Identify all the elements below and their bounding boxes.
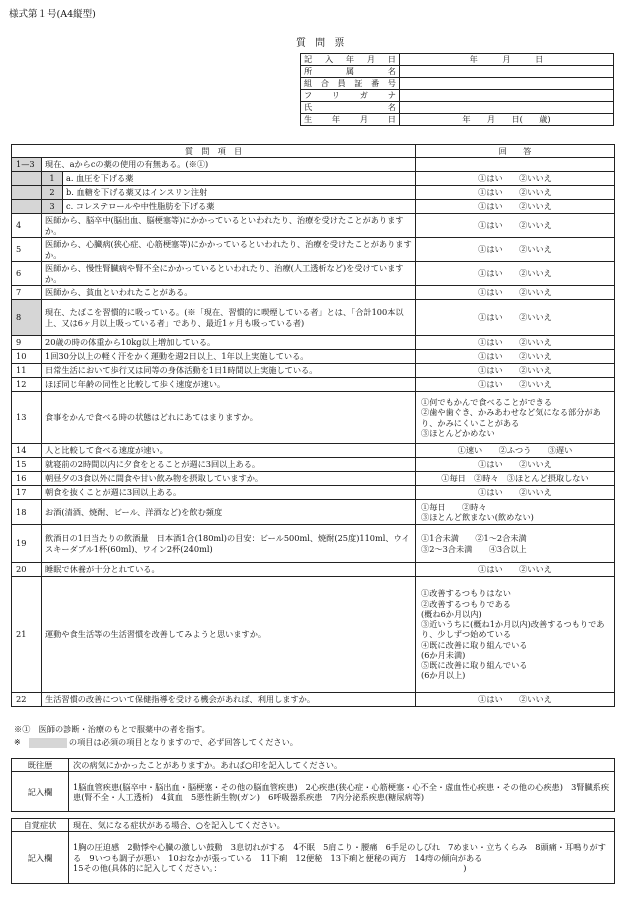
name-field[interactable] [400,102,614,114]
answer-options[interactable]: ①はい ②いいえ [416,214,615,238]
question-text: 医師から、脳卒中(脳出血、脳梗塞等)にかかっているといわれたり、治療を受けたことがありますか。 [42,214,416,238]
table-row [12,392,615,444]
answer-option-note: (6か月未満) [421,649,466,660]
header-label: 記入年月日 [301,54,400,66]
note-required-text: の項目は必須の項目となりますので、必ず回答してください。 [68,736,298,747]
answer-option[interactable]: ①改善するつもりはない [421,588,511,599]
required-legend-swatch [29,738,67,748]
header-label: 生年月日 [301,114,400,126]
question-text: 朝昼夕の3食以外に間食や甘い飲み物を摂取していますか。 [42,472,416,486]
answer-options[interactable] [416,577,615,693]
question-text: 医師から、心臓病(狭心症、心筋梗塞等)にかかっているといわれたり、治療を受けたことがありますか。 [42,238,416,262]
header-label: フリガナ [301,90,400,102]
answer-option[interactable]: ③ほとんど飲まない(飲めない) [421,512,534,522]
medical-history-box [11,758,615,812]
symptoms-box [11,818,615,884]
answer-option[interactable]: ②歯や歯ぐき、かみあわせなど気になる部分があり、かみにくいことがある [421,407,601,428]
sub-question-number: 2 [42,186,63,200]
answer-option[interactable]: ③近いうちに(概ね1か月以内)改善するつもりであり、少しずつ始めている [421,619,605,640]
answer-options[interactable]: ①はい ②いいえ [416,364,615,378]
question-number: 8 [12,300,42,336]
question-text: 人と比較して食べる速度が速い。 [42,444,416,458]
question-number: 9 [12,336,42,350]
questionnaire-table [11,144,615,707]
table-row [12,563,615,577]
question-number: 1—3 [12,158,42,172]
answer-options[interactable] [416,500,615,525]
table-row [12,214,615,238]
table-row [12,238,615,262]
question-number: 6 [12,262,42,286]
table-row [12,577,615,693]
history-label: 既往歴 [12,759,69,772]
answer-option[interactable]: ①1合未満 ②1〜2合未満 [421,533,527,544]
table-row [12,350,615,364]
table-row [12,158,615,172]
table-row [12,472,615,486]
answer-option[interactable]: ③ほとんどかめない [421,427,495,438]
table-row [12,286,615,300]
question-text: 朝食を抜くことが週に3回以上ある。 [42,486,416,500]
answer-options[interactable]: ①はい ②いいえ [416,378,615,392]
question-number: 10 [12,350,42,364]
form-id: 様式第１号(A4縦型) [9,9,96,20]
question-number: 13 [12,392,42,444]
answer-option[interactable]: ①何でもかんで食べることができる [421,397,553,407]
table-row [12,364,615,378]
answer-options[interactable]: ①はい ②いいえ [416,336,615,350]
question-number: 15 [12,458,42,472]
answer-options[interactable] [416,392,615,444]
answer-option[interactable]: ④既に改善に取り組んでいる [421,639,528,650]
question-text: 日常生活において歩行又は同等の身体活動を1日1時間以上実施している。 [42,364,416,378]
question-text: c. コレステロールや中性脂肪を下げる薬 [63,200,416,214]
symptoms-label: 自覚症状 [12,819,69,832]
furigana-field[interactable] [400,90,614,102]
header-table [300,53,614,126]
question-number: 12 [12,378,42,392]
column-header-answer: 回 答 [416,145,615,158]
answer-option-note: (概ね6か月以内) [421,608,482,619]
answer-option-note: (6か月以上) [421,670,466,681]
history-entry-field[interactable]: 1脳血管疾患(脳卒中・脳出血・脳梗塞・その他の脳血管疾患) 2心疾患(狭心症・心筋梗塞・心不全・虚血性心疾患・その他の心疾患) 3腎臓系疾患(腎不全・人工透析) 4貧血 5悪性新生物(ガン) 6呼吸器系疾患 7内分泌系疾患(糖尿病等) [69,772,615,812]
note-mark: ※ [14,736,21,747]
table-row [12,336,615,350]
question-text: a. 血圧を下げる薬 [63,172,416,186]
question-number: 18 [12,500,42,525]
question-number: 5 [12,238,42,262]
answer-options[interactable]: ①はい ②いいえ [416,200,615,214]
question-number: 16 [12,472,42,486]
symptoms-list: 1胸の圧迫感 2動悸や心臓の激しい鼓動 3息切れがする 4不眠 5肩こり・腰痛 6手足のしびれ 7めまい・立ちくらみ 8頭痛・耳鳴りがする 9いつも調子が悪い 10おなかが張っている 11下痢 12便秘 13下痢と便秘の両方 14痔の傾向がある [73,842,606,863]
question-number: 17 [12,486,42,500]
birthdate-field[interactable]: 年 月 日( 歳) [400,114,614,126]
question-number: 7 [12,286,42,300]
symptoms-field-label: 記入欄 [12,832,69,884]
question-text: ほぼ同じ年齢の同性と比較して歩く速度が速い。 [42,378,416,392]
answer-option[interactable]: ③2〜3合未満 ④3合以上 [421,543,527,554]
symptoms-other[interactable]: 15その他(具体的に記入してください。： ) [73,862,467,873]
answer-options[interactable]: ①はい ②いいえ [416,238,615,262]
affiliation-field[interactable] [400,66,614,78]
answer-options[interactable] [416,525,615,563]
answer-option[interactable]: ①毎日 ②時々 [421,501,487,512]
question-text: 就寝前の2時間以内に夕食をとることが週に3回以上ある。 [42,458,416,472]
question-text: 睡眠で休養が十分とれている。 [42,563,416,577]
entry-date-field[interactable]: 年 月 日 [400,54,614,66]
question-text: b. 血糖を下げる薬又はインスリン注射 [63,186,416,200]
answer-options[interactable]: ①はい ②いいえ [416,286,615,300]
answer-option[interactable]: ②改善するつもりである [421,598,511,609]
table-header-row [12,145,615,158]
table-row [12,378,615,392]
question-text: お酒(清酒、焼酎、ビール、洋酒など)を飲む頻度 [42,500,416,525]
question-number: 19 [12,525,42,563]
answer-options[interactable]: ①毎日 ②時々 ③ほとんど摂取しない [416,472,615,486]
header-label: 氏名 [301,102,400,114]
table-row [12,200,615,214]
table-row [12,486,615,500]
answer-options[interactable]: ①はい ②いいえ [416,350,615,364]
header-label: 所属名 [301,66,400,78]
question-text: 運動や食生活等の生活習慣を改善してみようと思いますか。 [42,577,416,693]
page-title: 質 問 票 [296,38,348,49]
question-text: 1回30分以上の軽く汗をかく運動を週2日以上、1年以上実施している。 [42,350,416,364]
history-prompt: 次の病気にかかったことがありますか。あれば○印を記入してください。 [69,759,615,772]
question-text: 医師から、慢性腎臓病や腎不全にかかっているといわれたり、治療(人工透析など)を受けていますか。 [42,262,416,286]
note-medication: ※① 医師の診断・治療のもとで服薬中の者を指す。 [14,724,210,734]
answer-options[interactable]: ①はい ②いいえ [416,458,615,472]
table-row [12,458,615,472]
question-number: 21 [12,577,42,693]
column-header-item: 質 問 項 目 [12,145,416,158]
table-row [12,186,615,200]
question-text: 生活習慣の改善について保健指導を受ける機会があれば、利用しますか。 [42,693,416,707]
question-number: 22 [12,693,42,707]
question-text: 食事をかんで食べる時の状態はどれにあてはまりますか。 [42,392,416,444]
question-text: 現在、aからcの薬の使用の有無ある。(※①) [42,158,416,172]
question-number: 4 [12,214,42,238]
answer-options[interactable]: ①速い ②ふつう ③遅い [416,444,615,458]
question-text: 医師から、貧血といわれたことがある。 [42,286,416,300]
table-row [12,525,615,563]
table-row [12,500,615,525]
header-label: 組合員証番号 [301,78,400,90]
note-required [14,736,614,749]
history-field-label: 記入欄 [12,772,69,812]
table-row [12,693,615,707]
question-number: 20 [12,563,42,577]
answer-options[interactable]: ①はい ②いいえ [416,486,615,500]
question-number: 11 [12,364,42,378]
sub-question-number: 3 [42,200,63,214]
table-row [12,262,615,286]
notes [14,723,614,748]
table-row [12,172,615,186]
member-id-field[interactable] [400,78,614,90]
sub-question-number: 1 [42,172,63,186]
question-number: 14 [12,444,42,458]
answer-option[interactable]: ⑤既に改善に取り組んでいる [421,660,528,671]
question-text: 現在、たばこを習慣的に吸っている。(※「現在、習慣的に喫煙している者」とは、「合計100本以上、又は6ヶ月以上吸っている者」であり、最近1ヶ月も吸っている者) [42,300,416,336]
answer-options[interactable]: ①はい ②いいえ [416,262,615,286]
symptoms-prompt: 現在、気になる症状がある場合、○を記入してください。 [69,819,615,832]
answer-options[interactable]: ①はい ②いいえ [416,300,615,336]
symptoms-entry-field[interactable] [69,832,615,884]
question-text: 20歳の時の体重から10kg以上増加している。 [42,336,416,350]
table-row [12,444,615,458]
answer-options[interactable]: ①はい ②いいえ [416,563,615,577]
answer-options[interactable]: ①はい ②いいえ [416,186,615,200]
question-text: 飲酒日の1日当たりの飲酒量 日本酒1合(180ml)の目安：ビール500ml、焼酎(25度)110ml、ウイスキーダブル1杯(60ml)、ワイン2杯(240ml) [42,525,416,563]
answer-options[interactable]: ①はい ②いいえ [416,172,615,186]
table-row [12,300,615,336]
answer-options[interactable]: ①はい ②いいえ [416,693,615,707]
